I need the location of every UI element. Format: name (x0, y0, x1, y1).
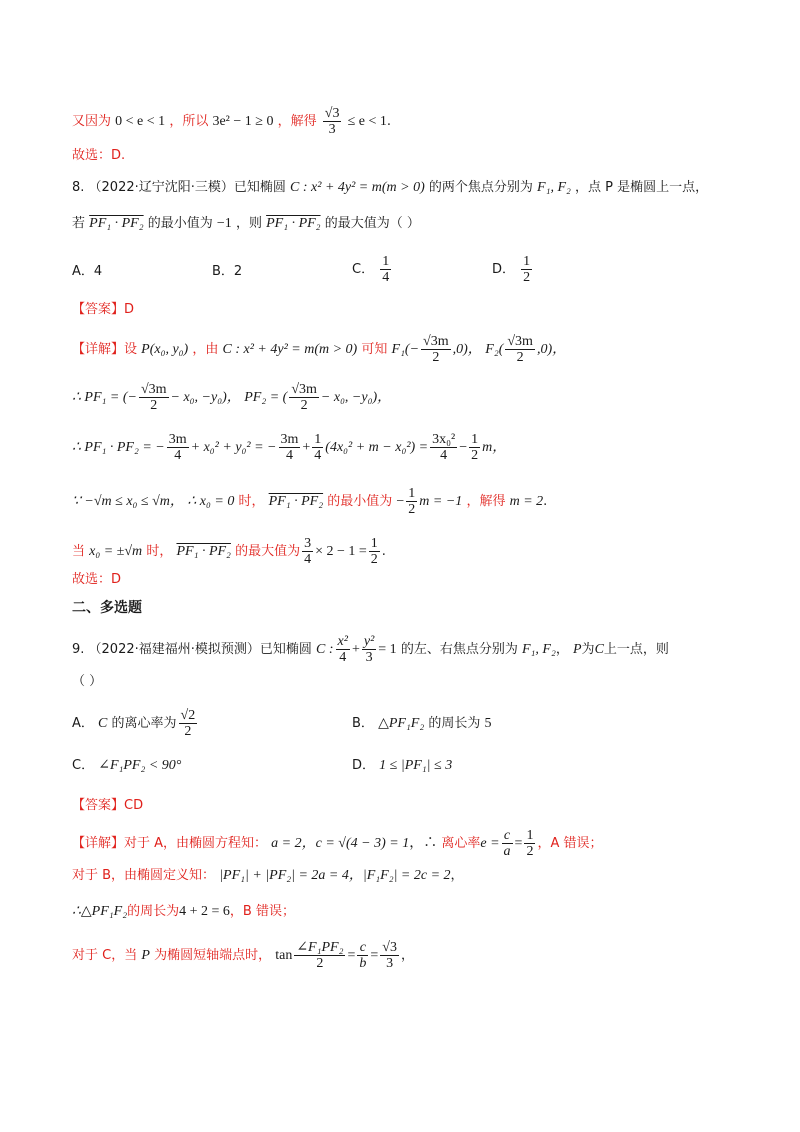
math: ,0)， F₂( (452, 342, 504, 357)
text: B． (352, 716, 374, 731)
fraction: $\frac{√2}{2}$ (180, 708, 196, 739)
fraction: $\frac{√3m}{2}$ (507, 334, 533, 365)
section-heading: 二、多选题 (72, 600, 142, 616)
text: 若 (72, 216, 86, 231)
text: ，解得 (277, 114, 317, 129)
math: a = 2 (271, 836, 302, 851)
text: ，点 P 是椭圆上一点， (575, 180, 709, 195)
text: C． (72, 758, 95, 773)
math: ≤ e < 1 (347, 114, 387, 129)
question-9-paren: （ ） (72, 674, 103, 689)
math: ∴△PF₁F₂ (72, 904, 128, 919)
text: ，所以 (169, 114, 209, 129)
text: ， (555, 642, 569, 657)
fraction: $\frac{√3}{3}$ (382, 940, 397, 971)
text: 的最小值为 (327, 494, 393, 509)
option-c (72, 756, 181, 776)
option-b: B．2 (212, 264, 243, 279)
math: ∴ PF₁ · PF₂ = − (72, 440, 165, 455)
question-8-stem-2 (72, 214, 740, 234)
math: P(x₀, y₀) (141, 342, 189, 357)
text: 时， (238, 494, 265, 509)
math: F₁(− (391, 342, 420, 357)
text: . (386, 114, 392, 129)
text: 为 (581, 642, 595, 657)
fraction: $\frac{c}{b}$ (359, 940, 367, 971)
math: C : x² + 4y² = m(m > 0) (222, 342, 358, 357)
math: F₁, F₂ (521, 642, 556, 657)
math: m = −1 (419, 494, 463, 509)
math: 1 ≤ |PF₁| ≤ 3 (379, 758, 453, 773)
math: 4 + 2 = 6 (179, 904, 230, 919)
text: 又因为 (72, 114, 112, 129)
fraction: $\frac{√3m}{2}$ (423, 334, 449, 365)
option-a (72, 708, 199, 739)
choice-line: 故选：D (72, 572, 122, 587)
text: . (381, 544, 386, 559)
fraction: $\frac{3m}{4}$ (280, 432, 299, 463)
text: 的最大值为 (235, 544, 301, 559)
solution-line (72, 106, 740, 137)
math: ，∴ (409, 836, 438, 851)
text: 的最大值为（ ） (324, 216, 420, 231)
math: = (347, 948, 356, 963)
math: PF₁ · PF₂ (176, 544, 231, 559)
math: P (141, 948, 150, 963)
option-d (352, 756, 452, 776)
text: D． (352, 758, 376, 773)
math: 0 < e < 1 (115, 114, 166, 129)
text: 对于 B，由椭圆定义知： (72, 868, 216, 883)
math: 5 (484, 716, 492, 731)
math: (4x₀² + m − x₀²) = (325, 440, 429, 455)
answer-label: 【答案】CD (72, 798, 144, 813)
fraction: $\frac{1}{2}$ (370, 536, 378, 567)
text: 的周长为 (428, 716, 481, 731)
text: ， (400, 948, 414, 963)
fraction: $\frac{3}{4}$ (304, 536, 312, 567)
math: = 1 (378, 642, 397, 657)
detail-line-1 (72, 334, 740, 365)
fraction: $\frac{\text{∠F₁PF₂}}{2}$ (296, 940, 344, 971)
math: − x₀, −y₀)， (320, 390, 392, 405)
text: 的周长为 (127, 904, 180, 919)
math: 3e² − 1 ≥ 0 (212, 114, 274, 129)
math: × 2 − 1 = (315, 544, 367, 559)
text: 的左、右焦点分别为 (400, 642, 518, 657)
text: 为椭圆短轴端点时， (154, 948, 272, 963)
fraction: $\frac{1}{2}$ (526, 828, 534, 859)
fraction: $\frac{1}{2}$ (523, 254, 531, 285)
fraction: $\frac{√3}{3}$ (324, 106, 340, 137)
math: −1 (216, 216, 232, 231)
math: + (351, 642, 360, 657)
math: ，|F₁F₂| = 2c = 2 (348, 868, 451, 883)
detail-line-3 (72, 432, 740, 463)
fraction: $\frac{\text{x²}}{4}$ (337, 634, 348, 665)
detail-line-2 (72, 866, 740, 886)
detail-line-2 (72, 382, 740, 413)
math: m = 2 (509, 494, 544, 509)
text: 可知 (361, 342, 388, 357)
detail-line-5 (72, 536, 740, 567)
text: ， (450, 868, 464, 883)
math: P (572, 642, 582, 657)
choice-line: 故选：D. (72, 148, 126, 163)
math: ∠F₁PF₂ < 90° (98, 758, 182, 773)
fraction: $\frac{c}{a}$ (503, 828, 511, 859)
math: ∵ −√m ≤ x₀ ≤ √m， ∴ x₀ = 0 (72, 494, 235, 509)
text: ，由 (192, 342, 219, 357)
text: ，则 (235, 216, 262, 231)
math: PF₁ · PF₂ (268, 494, 324, 509)
detail-line-4 (72, 940, 740, 971)
detail-line-3 (72, 902, 740, 922)
text: 【详解】设 (72, 342, 138, 357)
math: = (514, 836, 523, 851)
math: e = (480, 836, 500, 851)
math: C (594, 642, 604, 657)
question-9-stem (72, 634, 740, 665)
text: 的离心率为 (111, 716, 177, 731)
fraction: $\frac{1}{4}$ (314, 432, 322, 463)
math: − (459, 440, 468, 455)
text: 的两个焦点分别为 (428, 180, 533, 195)
option-d (492, 254, 534, 285)
fraction: $\frac{\text{3x₀²}}{4}$ (432, 432, 456, 463)
fraction: $\frac{√3m}{2}$ (291, 382, 317, 413)
math: PF₁ · PF₂ (89, 216, 144, 231)
math: = (370, 948, 379, 963)
math: |PF₁| + |PF₂| = 2a = 4 (219, 868, 349, 883)
fraction: $\frac{\text{y²}}{3}$ (363, 634, 375, 665)
text: ，解得 (466, 494, 506, 509)
text: 的最小值为 (147, 216, 213, 231)
text: C． (352, 262, 375, 277)
detail-line-1 (72, 828, 740, 859)
text: 9. （2022·福建福州·模拟预测）已知椭圆 (72, 642, 312, 657)
text: 对于 C，当 (72, 948, 138, 963)
math: tan (275, 948, 293, 963)
text: . (543, 494, 548, 509)
detail-line-4 (72, 486, 740, 517)
fraction: $\frac{1}{2}$ (408, 486, 416, 517)
text: ，B 错误； (229, 904, 295, 919)
option-b (352, 714, 492, 734)
math: ,0)， (536, 342, 567, 357)
fraction: $\frac{1}{4}$ (382, 254, 390, 285)
math: ，c = √(4 − 3) = 1 (301, 836, 410, 851)
math: − (396, 494, 405, 509)
text: 上一点，则 (603, 642, 669, 657)
math: + (302, 440, 311, 455)
math: C : x² + 4y² = m(m > 0) (290, 180, 425, 195)
math: PF₁ · PF₂ (266, 216, 321, 231)
math: + x₀² + y₀² = − (190, 440, 277, 455)
math: C : (316, 642, 334, 657)
math: F₁, F₂ (537, 180, 571, 195)
math: x₀ = ±√m (89, 544, 143, 559)
math: ∴ PF₁ = (− (72, 390, 137, 405)
answer-label: 【答案】D (72, 302, 135, 317)
math: △PF₁F₂ (378, 716, 425, 731)
fraction: $\frac{1}{2}$ (471, 432, 479, 463)
text: ，A 错误； (537, 836, 603, 851)
text: 当 (72, 544, 86, 559)
option-c (352, 254, 393, 285)
math: m， (482, 440, 507, 455)
fraction: $\frac{3m}{4}$ (168, 432, 187, 463)
math: − x₀, −y₀)， PF₂ = ( (170, 390, 288, 405)
text: 【详解】对于 A，由椭圆方程知： (72, 836, 268, 851)
fraction: $\frac{√3m}{2}$ (140, 382, 167, 413)
text: 8. （2022·辽宁沈阳·三模）已知椭圆 (72, 180, 286, 195)
text: 离心率 (441, 836, 481, 851)
text: D． (492, 262, 516, 277)
text: 时， (146, 544, 173, 559)
text: A． (72, 716, 94, 731)
question-8-stem (72, 178, 740, 198)
math: C (98, 716, 108, 731)
option-a: A．4 (72, 264, 103, 279)
